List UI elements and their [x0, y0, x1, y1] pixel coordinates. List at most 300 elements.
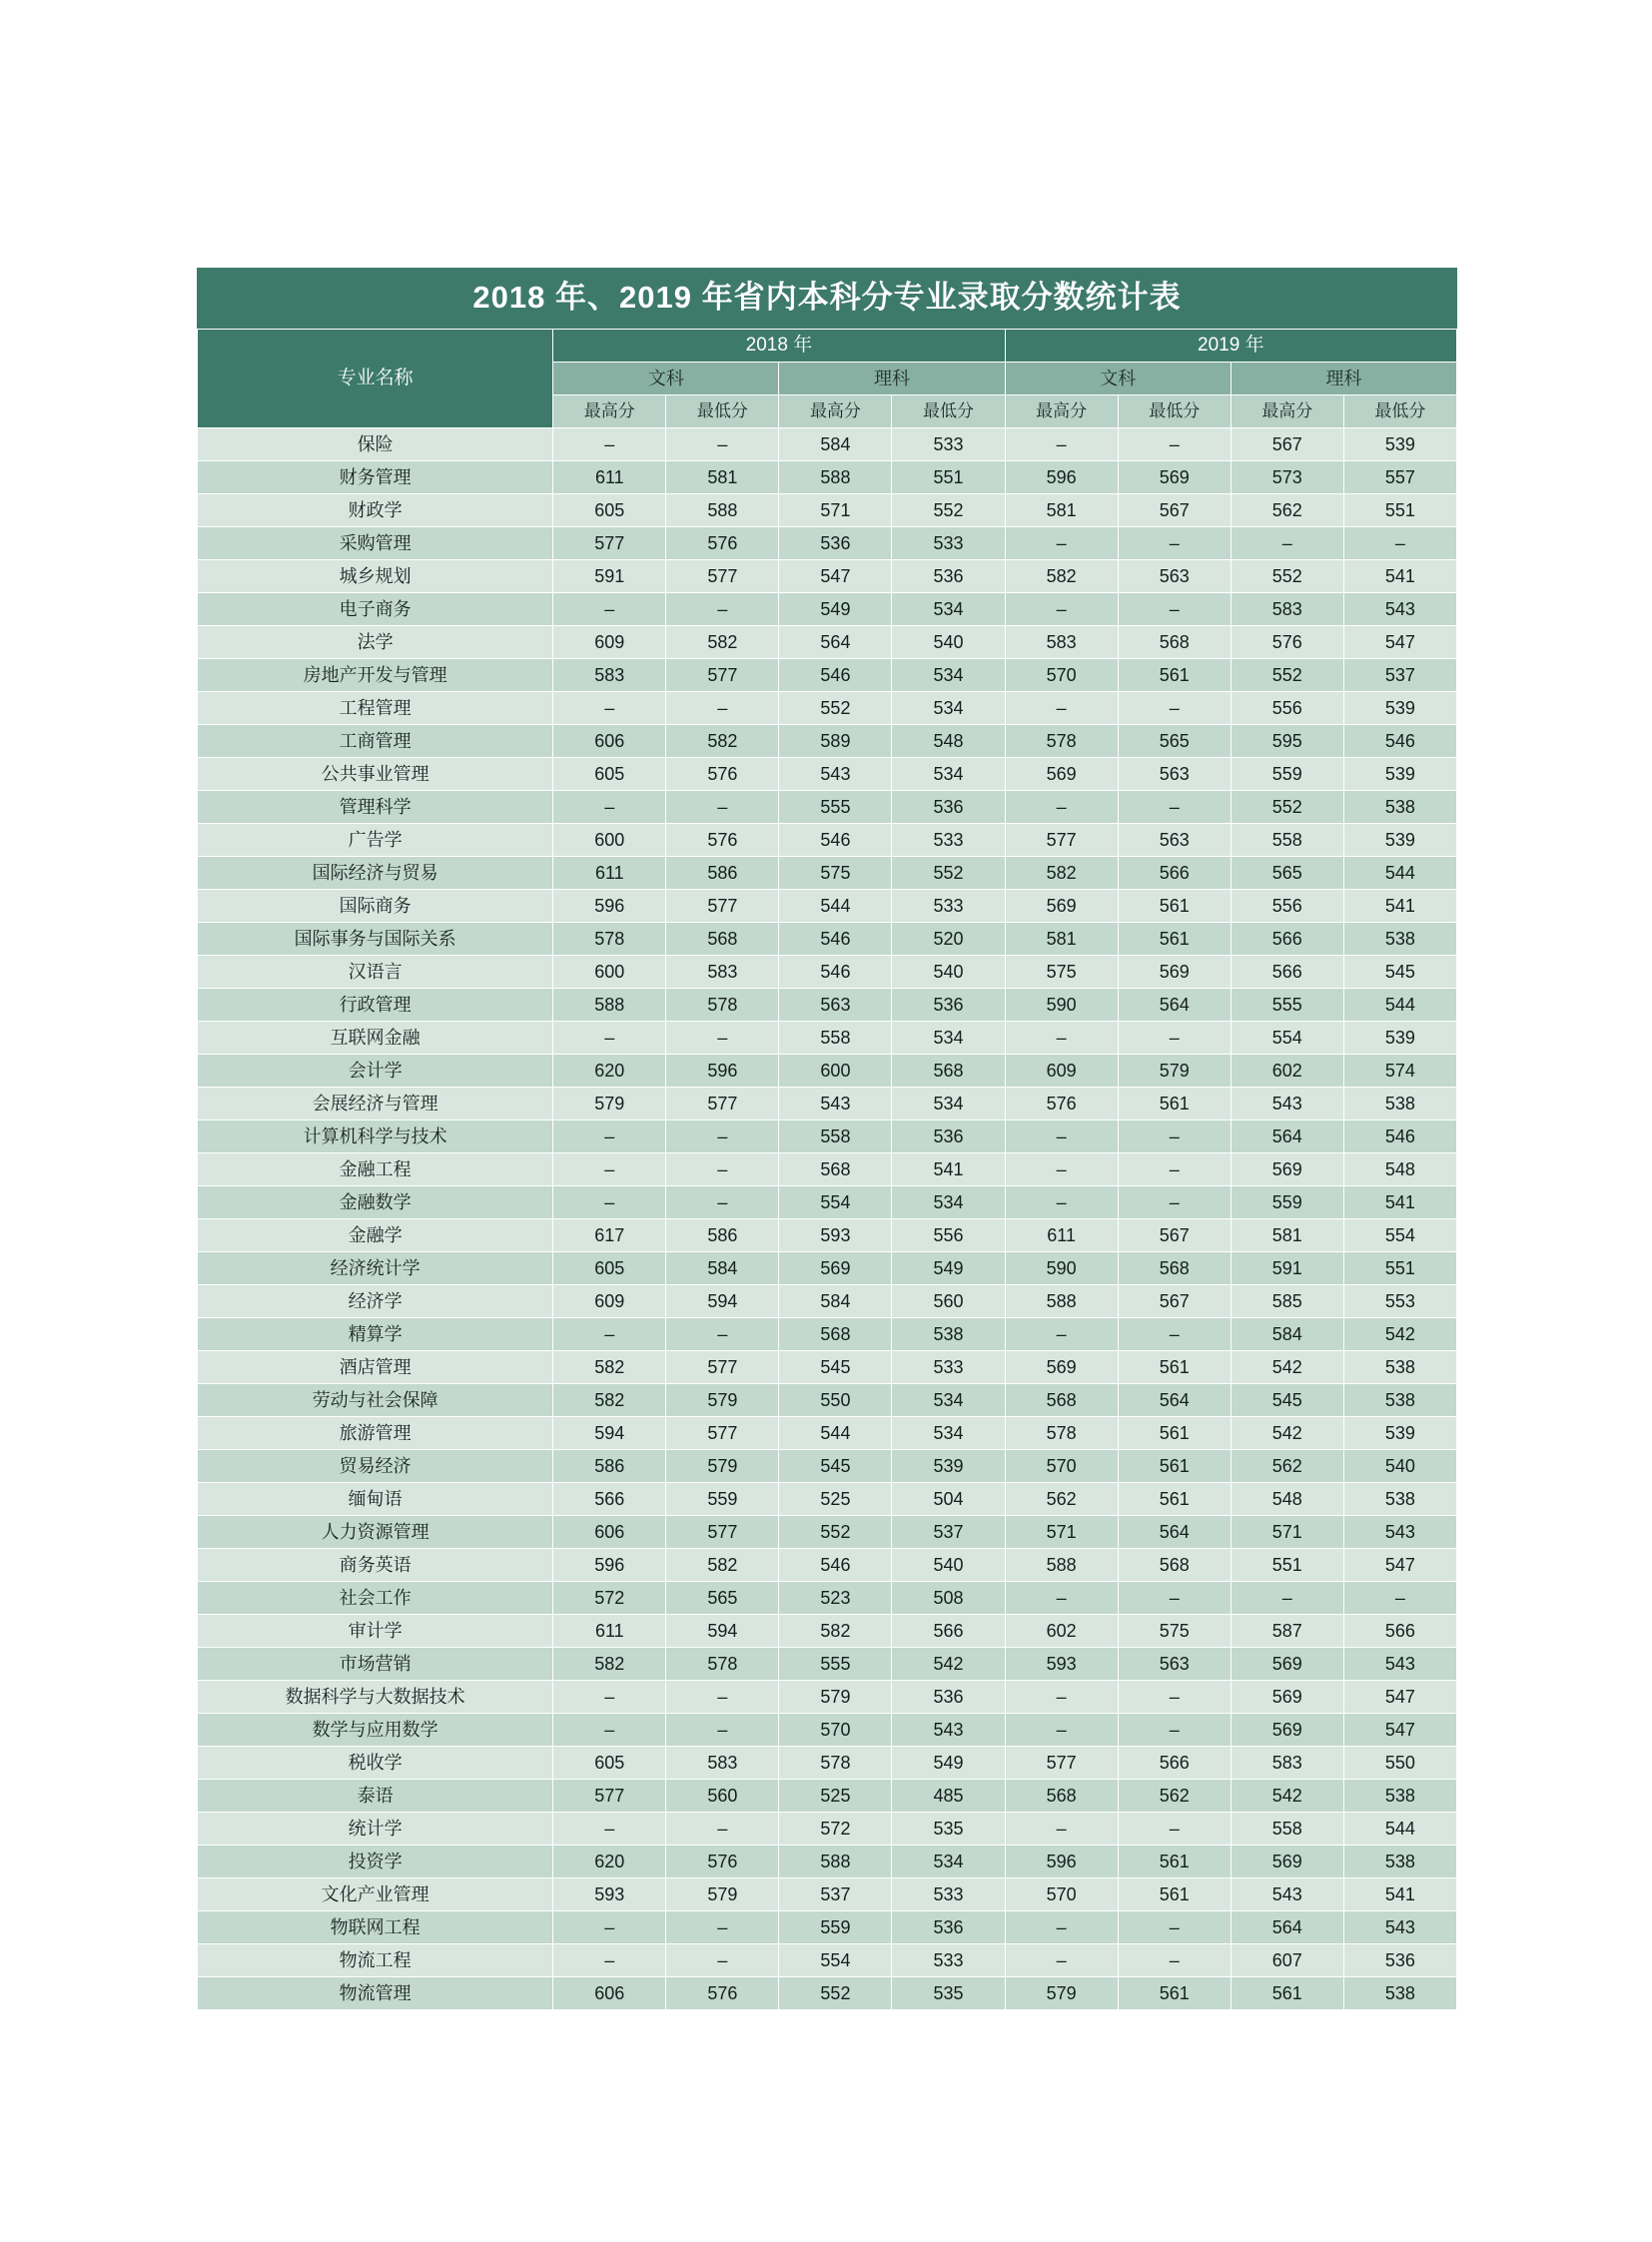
major-name-cell: 互联网金融: [198, 1022, 553, 1055]
score-cell: –: [666, 1911, 779, 1944]
score-cell: 538: [1343, 1088, 1456, 1121]
major-name-cell: 城乡规划: [198, 560, 553, 593]
score-cell: 611: [553, 461, 666, 494]
score-cell: 534: [892, 758, 1005, 791]
score-cell: 578: [1005, 725, 1118, 758]
score-cell: –: [553, 1121, 666, 1153]
table-row: [198, 428, 1457, 461]
score-cell: 534: [892, 1417, 1005, 1450]
score-cell: –: [1005, 791, 1118, 824]
score-cell: 586: [666, 1219, 779, 1252]
score-cell: –: [553, 1944, 666, 1977]
score-cell: 556: [892, 1219, 1005, 1252]
score-cell: 538: [892, 1318, 1005, 1351]
score-cell: 593: [1005, 1648, 1118, 1681]
score-cell: 544: [1343, 989, 1456, 1022]
score-cell: 539: [1343, 1022, 1456, 1055]
score-cell: 541: [1343, 560, 1456, 593]
score-cell: 600: [553, 956, 666, 989]
score-cell: 569: [1118, 461, 1231, 494]
score-cell: 578: [666, 1648, 779, 1681]
score-cell: 538: [1343, 1483, 1456, 1516]
score-cell: 594: [666, 1285, 779, 1318]
table-row: [198, 956, 1457, 989]
score-cell: 602: [1005, 1615, 1118, 1648]
score-cell: 568: [1118, 626, 1231, 659]
score-cell: –: [1005, 593, 1118, 626]
score-cell: 565: [1118, 725, 1231, 758]
score-cell: –: [1005, 1022, 1118, 1055]
major-name-cell: 广告学: [198, 824, 553, 857]
table-row: [198, 1318, 1457, 1351]
header-track-2018-science: 理科: [779, 363, 1005, 395]
score-cell: 575: [1005, 956, 1118, 989]
score-cell: 534: [892, 692, 1005, 725]
header-metric-6: 最高分: [1231, 395, 1343, 428]
score-cell: –: [553, 1813, 666, 1846]
score-cell: 596: [553, 890, 666, 923]
score-cell: 534: [892, 1088, 1005, 1121]
score-cell: 566: [1118, 1747, 1231, 1780]
score-cell: 607: [1231, 1944, 1343, 1977]
score-cell: 534: [892, 659, 1005, 692]
table-row: [198, 1878, 1457, 1911]
score-cell: 538: [1343, 923, 1456, 956]
score-cell: 579: [553, 1088, 666, 1121]
score-cell: 566: [1118, 857, 1231, 890]
score-cell: 563: [1118, 1648, 1231, 1681]
table-row: [198, 461, 1457, 494]
score-cell: 551: [1343, 494, 1456, 527]
score-cell: 552: [779, 1516, 892, 1549]
score-cell: 568: [1005, 1384, 1118, 1417]
score-cell: 538: [1343, 1977, 1456, 2010]
score-cell: 588: [779, 1846, 892, 1878]
major-name-cell: 市场营销: [198, 1648, 553, 1681]
score-cell: 542: [1231, 1780, 1343, 1813]
score-cell: 576: [666, 824, 779, 857]
score-cell: 570: [1005, 1450, 1118, 1483]
score-cell: 504: [892, 1483, 1005, 1516]
score-cell: 552: [892, 857, 1005, 890]
score-cell: 536: [892, 1121, 1005, 1153]
score-cell: 545: [1343, 956, 1456, 989]
score-cell: 577: [553, 1780, 666, 1813]
score-cell: 542: [1231, 1417, 1343, 1450]
table-row: [198, 1450, 1457, 1483]
table-row: [198, 692, 1457, 725]
score-cell: 545: [779, 1351, 892, 1384]
score-cell: 583: [1231, 593, 1343, 626]
major-name-cell: 房地产开发与管理: [198, 659, 553, 692]
score-cell: 566: [1231, 956, 1343, 989]
score-cell: 551: [892, 461, 1005, 494]
score-cell: 577: [666, 560, 779, 593]
score-cell: 579: [779, 1681, 892, 1714]
header-metric-5: 最低分: [1118, 395, 1231, 428]
score-cell: 534: [892, 593, 1005, 626]
score-cell: 556: [1231, 890, 1343, 923]
major-name-cell: 贸易经济: [198, 1450, 553, 1483]
score-cell: 568: [1118, 1252, 1231, 1285]
score-cell: –: [1118, 1153, 1231, 1186]
score-cell: 594: [553, 1417, 666, 1450]
major-name-cell: 会展经济与管理: [198, 1088, 553, 1121]
table-row: [198, 725, 1457, 758]
score-cell: 543: [779, 758, 892, 791]
score-cell: 540: [892, 956, 1005, 989]
score-cell: –: [1005, 1153, 1118, 1186]
major-name-cell: 人力资源管理: [198, 1516, 553, 1549]
score-cell: –: [1231, 527, 1343, 560]
table-row: [198, 1615, 1457, 1648]
score-cell: 572: [779, 1813, 892, 1846]
score-cell: 561: [1118, 659, 1231, 692]
score-cell: 546: [779, 956, 892, 989]
score-cell: 596: [553, 1549, 666, 1582]
major-name-cell: 公共事业管理: [198, 758, 553, 791]
major-name-cell: 经济学: [198, 1285, 553, 1318]
score-cell: 536: [892, 1681, 1005, 1714]
score-cell: –: [1005, 1318, 1118, 1351]
score-cell: 585: [1231, 1285, 1343, 1318]
score-cell: 558: [779, 1022, 892, 1055]
header-metric-7: 最低分: [1343, 395, 1456, 428]
score-cell: –: [1118, 692, 1231, 725]
score-cell: 552: [779, 1977, 892, 2010]
score-cell: 590: [1005, 1252, 1118, 1285]
major-name-cell: 经济统计学: [198, 1252, 553, 1285]
score-cell: 606: [553, 725, 666, 758]
score-cell: 600: [553, 824, 666, 857]
major-name-cell: 投资学: [198, 1846, 553, 1878]
score-cell: 569: [1005, 1351, 1118, 1384]
score-cell: 542: [1231, 1351, 1343, 1384]
score-cell: –: [1005, 692, 1118, 725]
header-year-2018: 2018 年: [553, 330, 1005, 363]
major-name-cell: 财政学: [198, 494, 553, 527]
score-cell: 557: [1343, 461, 1456, 494]
major-name-cell: 精算学: [198, 1318, 553, 1351]
table-row: [198, 626, 1457, 659]
score-cell: 611: [553, 1615, 666, 1648]
score-cell: 568: [666, 923, 779, 956]
score-cell: 537: [1343, 659, 1456, 692]
score-cell: 577: [553, 527, 666, 560]
major-name-cell: 数学与应用数学: [198, 1714, 553, 1747]
table-row: [198, 1944, 1457, 1977]
score-cell: –: [1118, 527, 1231, 560]
score-cell: 589: [779, 725, 892, 758]
score-table-sheet: [197, 268, 1457, 2010]
major-name-cell: 国际经济与贸易: [198, 857, 553, 890]
score-cell: 566: [1343, 1615, 1456, 1648]
header-metric-1: 最低分: [666, 395, 779, 428]
score-cell: 546: [779, 824, 892, 857]
major-name-cell: 采购管理: [198, 527, 553, 560]
table-body: [198, 428, 1457, 2010]
score-cell: 564: [779, 626, 892, 659]
score-cell: 533: [892, 1351, 1005, 1384]
score-cell: 578: [666, 989, 779, 1022]
header-track-2019-liberal: 文科: [1005, 363, 1231, 395]
major-name-cell: 缅甸语: [198, 1483, 553, 1516]
score-cell: 590: [1005, 989, 1118, 1022]
score-cell: 588: [1005, 1549, 1118, 1582]
score-cell: 602: [1231, 1055, 1343, 1088]
table-row: [198, 1252, 1457, 1285]
score-cell: 545: [779, 1450, 892, 1483]
major-name-cell: 电子商务: [198, 593, 553, 626]
score-cell: 554: [779, 1944, 892, 1977]
table-row: [198, 1351, 1457, 1384]
score-cell: 546: [1343, 1121, 1456, 1153]
score-cell: –: [666, 1944, 779, 1977]
score-cell: 577: [666, 1417, 779, 1450]
table-row: [198, 989, 1457, 1022]
score-cell: 605: [553, 758, 666, 791]
score-cell: 540: [1343, 1450, 1456, 1483]
major-name-cell: 旅游管理: [198, 1417, 553, 1450]
score-cell: 534: [892, 1384, 1005, 1417]
table-row: [198, 593, 1457, 626]
score-cell: 569: [1231, 1846, 1343, 1878]
score-cell: 596: [1005, 1846, 1118, 1878]
table-row: [198, 1022, 1457, 1055]
score-cell: –: [1005, 1121, 1118, 1153]
score-cell: 567: [1118, 1285, 1231, 1318]
major-name-cell: 物流管理: [198, 1977, 553, 2010]
score-cell: 547: [779, 560, 892, 593]
score-cell: –: [553, 1022, 666, 1055]
score-cell: 558: [1231, 824, 1343, 857]
score-cell: –: [553, 1318, 666, 1351]
score-cell: 579: [666, 1450, 779, 1483]
score-cell: 546: [779, 659, 892, 692]
score-cell: 593: [553, 1878, 666, 1911]
score-cell: 569: [1231, 1648, 1343, 1681]
score-cell: 540: [892, 626, 1005, 659]
score-cell: 577: [666, 890, 779, 923]
score-cell: 564: [1231, 1911, 1343, 1944]
score-cell: 572: [553, 1582, 666, 1615]
score-cell: 543: [1231, 1878, 1343, 1911]
score-cell: 576: [1231, 626, 1343, 659]
score-cell: 544: [779, 1417, 892, 1450]
score-cell: 576: [666, 527, 779, 560]
header-metric-2: 最高分: [779, 395, 892, 428]
score-cell: 620: [553, 1055, 666, 1088]
score-cell: 538: [1343, 1384, 1456, 1417]
score-cell: 583: [1005, 626, 1118, 659]
score-cell: 571: [779, 494, 892, 527]
major-name-cell: 商务英语: [198, 1549, 553, 1582]
major-name-cell: 财务管理: [198, 461, 553, 494]
score-cell: 539: [1343, 692, 1456, 725]
score-cell: 593: [779, 1219, 892, 1252]
score-cell: 588: [666, 494, 779, 527]
score-cell: –: [666, 1681, 779, 1714]
score-cell: 561: [1118, 890, 1231, 923]
score-cell: 561: [1118, 1417, 1231, 1450]
score-cell: 579: [1005, 1977, 1118, 2010]
score-cell: –: [1343, 1582, 1456, 1615]
score-cell: 549: [892, 1747, 1005, 1780]
score-cell: 536: [1343, 1944, 1456, 1977]
score-cell: 552: [892, 494, 1005, 527]
score-cell: 568: [1118, 1549, 1231, 1582]
header-major-name: 专业名称: [198, 330, 553, 428]
score-cell: 561: [1118, 1878, 1231, 1911]
score-cell: 546: [779, 1549, 892, 1582]
score-cell: 568: [779, 1153, 892, 1186]
score-cell: 538: [1343, 1846, 1456, 1878]
score-cell: 605: [553, 1747, 666, 1780]
score-cell: 554: [1343, 1219, 1456, 1252]
score-cell: 562: [1005, 1483, 1118, 1516]
score-cell: 542: [892, 1648, 1005, 1681]
score-cell: 569: [1231, 1714, 1343, 1747]
table-row: [198, 1153, 1457, 1186]
score-cell: –: [1005, 1582, 1118, 1615]
score-cell: 543: [1343, 1911, 1456, 1944]
score-cell: 609: [553, 626, 666, 659]
score-cell: 574: [1343, 1055, 1456, 1088]
score-cell: –: [1231, 1582, 1343, 1615]
score-cell: 543: [779, 1088, 892, 1121]
score-cell: 565: [1231, 857, 1343, 890]
score-cell: 617: [553, 1219, 666, 1252]
score-cell: 561: [1118, 1351, 1231, 1384]
score-cell: 588: [553, 989, 666, 1022]
score-cell: 564: [1231, 1121, 1343, 1153]
major-name-cell: 会计学: [198, 1055, 553, 1088]
score-cell: 560: [666, 1780, 779, 1813]
score-cell: 535: [892, 1977, 1005, 2010]
score-cell: 536: [892, 1911, 1005, 1944]
score-cell: 563: [779, 989, 892, 1022]
major-name-cell: 数据科学与大数据技术: [198, 1681, 553, 1714]
score-cell: 547: [1343, 1714, 1456, 1747]
score-cell: 552: [1231, 791, 1343, 824]
score-cell: –: [553, 692, 666, 725]
score-cell: 562: [1231, 1450, 1343, 1483]
score-cell: 609: [1005, 1055, 1118, 1088]
score-cell: 559: [1231, 758, 1343, 791]
score-cell: 564: [1118, 989, 1231, 1022]
score-cell: 577: [666, 1351, 779, 1384]
score-cell: 534: [892, 1186, 1005, 1219]
score-cell: –: [553, 1681, 666, 1714]
score-cell: 575: [779, 857, 892, 890]
header-metric-0: 最高分: [553, 395, 666, 428]
score-cell: 576: [666, 1846, 779, 1878]
score-cell: 583: [666, 1747, 779, 1780]
score-cell: 609: [553, 1285, 666, 1318]
score-cell: 596: [1005, 461, 1118, 494]
score-cell: 568: [779, 1318, 892, 1351]
score-cell: 534: [892, 1022, 1005, 1055]
score-cell: 541: [1343, 1186, 1456, 1219]
score-cell: 564: [1118, 1384, 1231, 1417]
score-cell: 563: [1118, 824, 1231, 857]
score-table: [197, 329, 1457, 2010]
score-cell: –: [1118, 791, 1231, 824]
score-cell: 576: [666, 758, 779, 791]
score-cell: –: [553, 1911, 666, 1944]
score-cell: 567: [1118, 1219, 1231, 1252]
score-cell: 558: [779, 1121, 892, 1153]
score-cell: 584: [1231, 1318, 1343, 1351]
table-row: [198, 1780, 1457, 1813]
score-cell: 536: [892, 560, 1005, 593]
score-cell: 583: [1231, 1747, 1343, 1780]
score-cell: 547: [1343, 1549, 1456, 1582]
major-name-cell: 社会工作: [198, 1582, 553, 1615]
score-cell: 537: [779, 1878, 892, 1911]
score-cell: 555: [779, 1648, 892, 1681]
score-cell: 536: [892, 989, 1005, 1022]
score-cell: 561: [1231, 1977, 1343, 2010]
score-cell: 595: [1231, 725, 1343, 758]
table-row: [198, 1846, 1457, 1878]
score-cell: 539: [1343, 428, 1456, 461]
score-cell: 570: [1005, 659, 1118, 692]
table-row: [198, 824, 1457, 857]
score-cell: 541: [1343, 890, 1456, 923]
score-cell: 485: [892, 1780, 1005, 1813]
score-cell: 584: [779, 428, 892, 461]
table-row: [198, 1186, 1457, 1219]
score-cell: 562: [1231, 494, 1343, 527]
score-cell: 582: [553, 1384, 666, 1417]
score-cell: –: [1118, 1022, 1231, 1055]
score-cell: 539: [1343, 824, 1456, 857]
score-cell: –: [1118, 1911, 1231, 1944]
score-cell: 538: [1343, 1351, 1456, 1384]
score-cell: 581: [1005, 923, 1118, 956]
score-cell: 591: [553, 560, 666, 593]
table-row: [198, 1516, 1457, 1549]
score-cell: 568: [1005, 1780, 1118, 1813]
score-cell: 555: [779, 791, 892, 824]
table-row: [198, 1384, 1457, 1417]
score-cell: 547: [1343, 1681, 1456, 1714]
score-cell: 561: [1118, 1483, 1231, 1516]
score-cell: –: [1005, 527, 1118, 560]
score-cell: 586: [553, 1450, 666, 1483]
score-cell: 539: [1343, 1417, 1456, 1450]
major-name-cell: 工程管理: [198, 692, 553, 725]
score-cell: 591: [1231, 1252, 1343, 1285]
score-cell: 582: [1005, 857, 1118, 890]
score-cell: –: [666, 1022, 779, 1055]
score-cell: 578: [553, 923, 666, 956]
major-name-cell: 管理科学: [198, 791, 553, 824]
score-cell: 555: [1231, 989, 1343, 1022]
score-cell: 539: [1343, 758, 1456, 791]
score-cell: 564: [1118, 1516, 1231, 1549]
score-cell: 569: [1005, 890, 1118, 923]
score-cell: 569: [1118, 956, 1231, 989]
score-cell: –: [666, 1121, 779, 1153]
score-cell: 561: [1118, 1450, 1231, 1483]
score-cell: 543: [1231, 1088, 1343, 1121]
score-cell: 582: [553, 1351, 666, 1384]
score-cell: 579: [666, 1384, 779, 1417]
score-cell: –: [1118, 1121, 1231, 1153]
score-cell: 550: [779, 1384, 892, 1417]
